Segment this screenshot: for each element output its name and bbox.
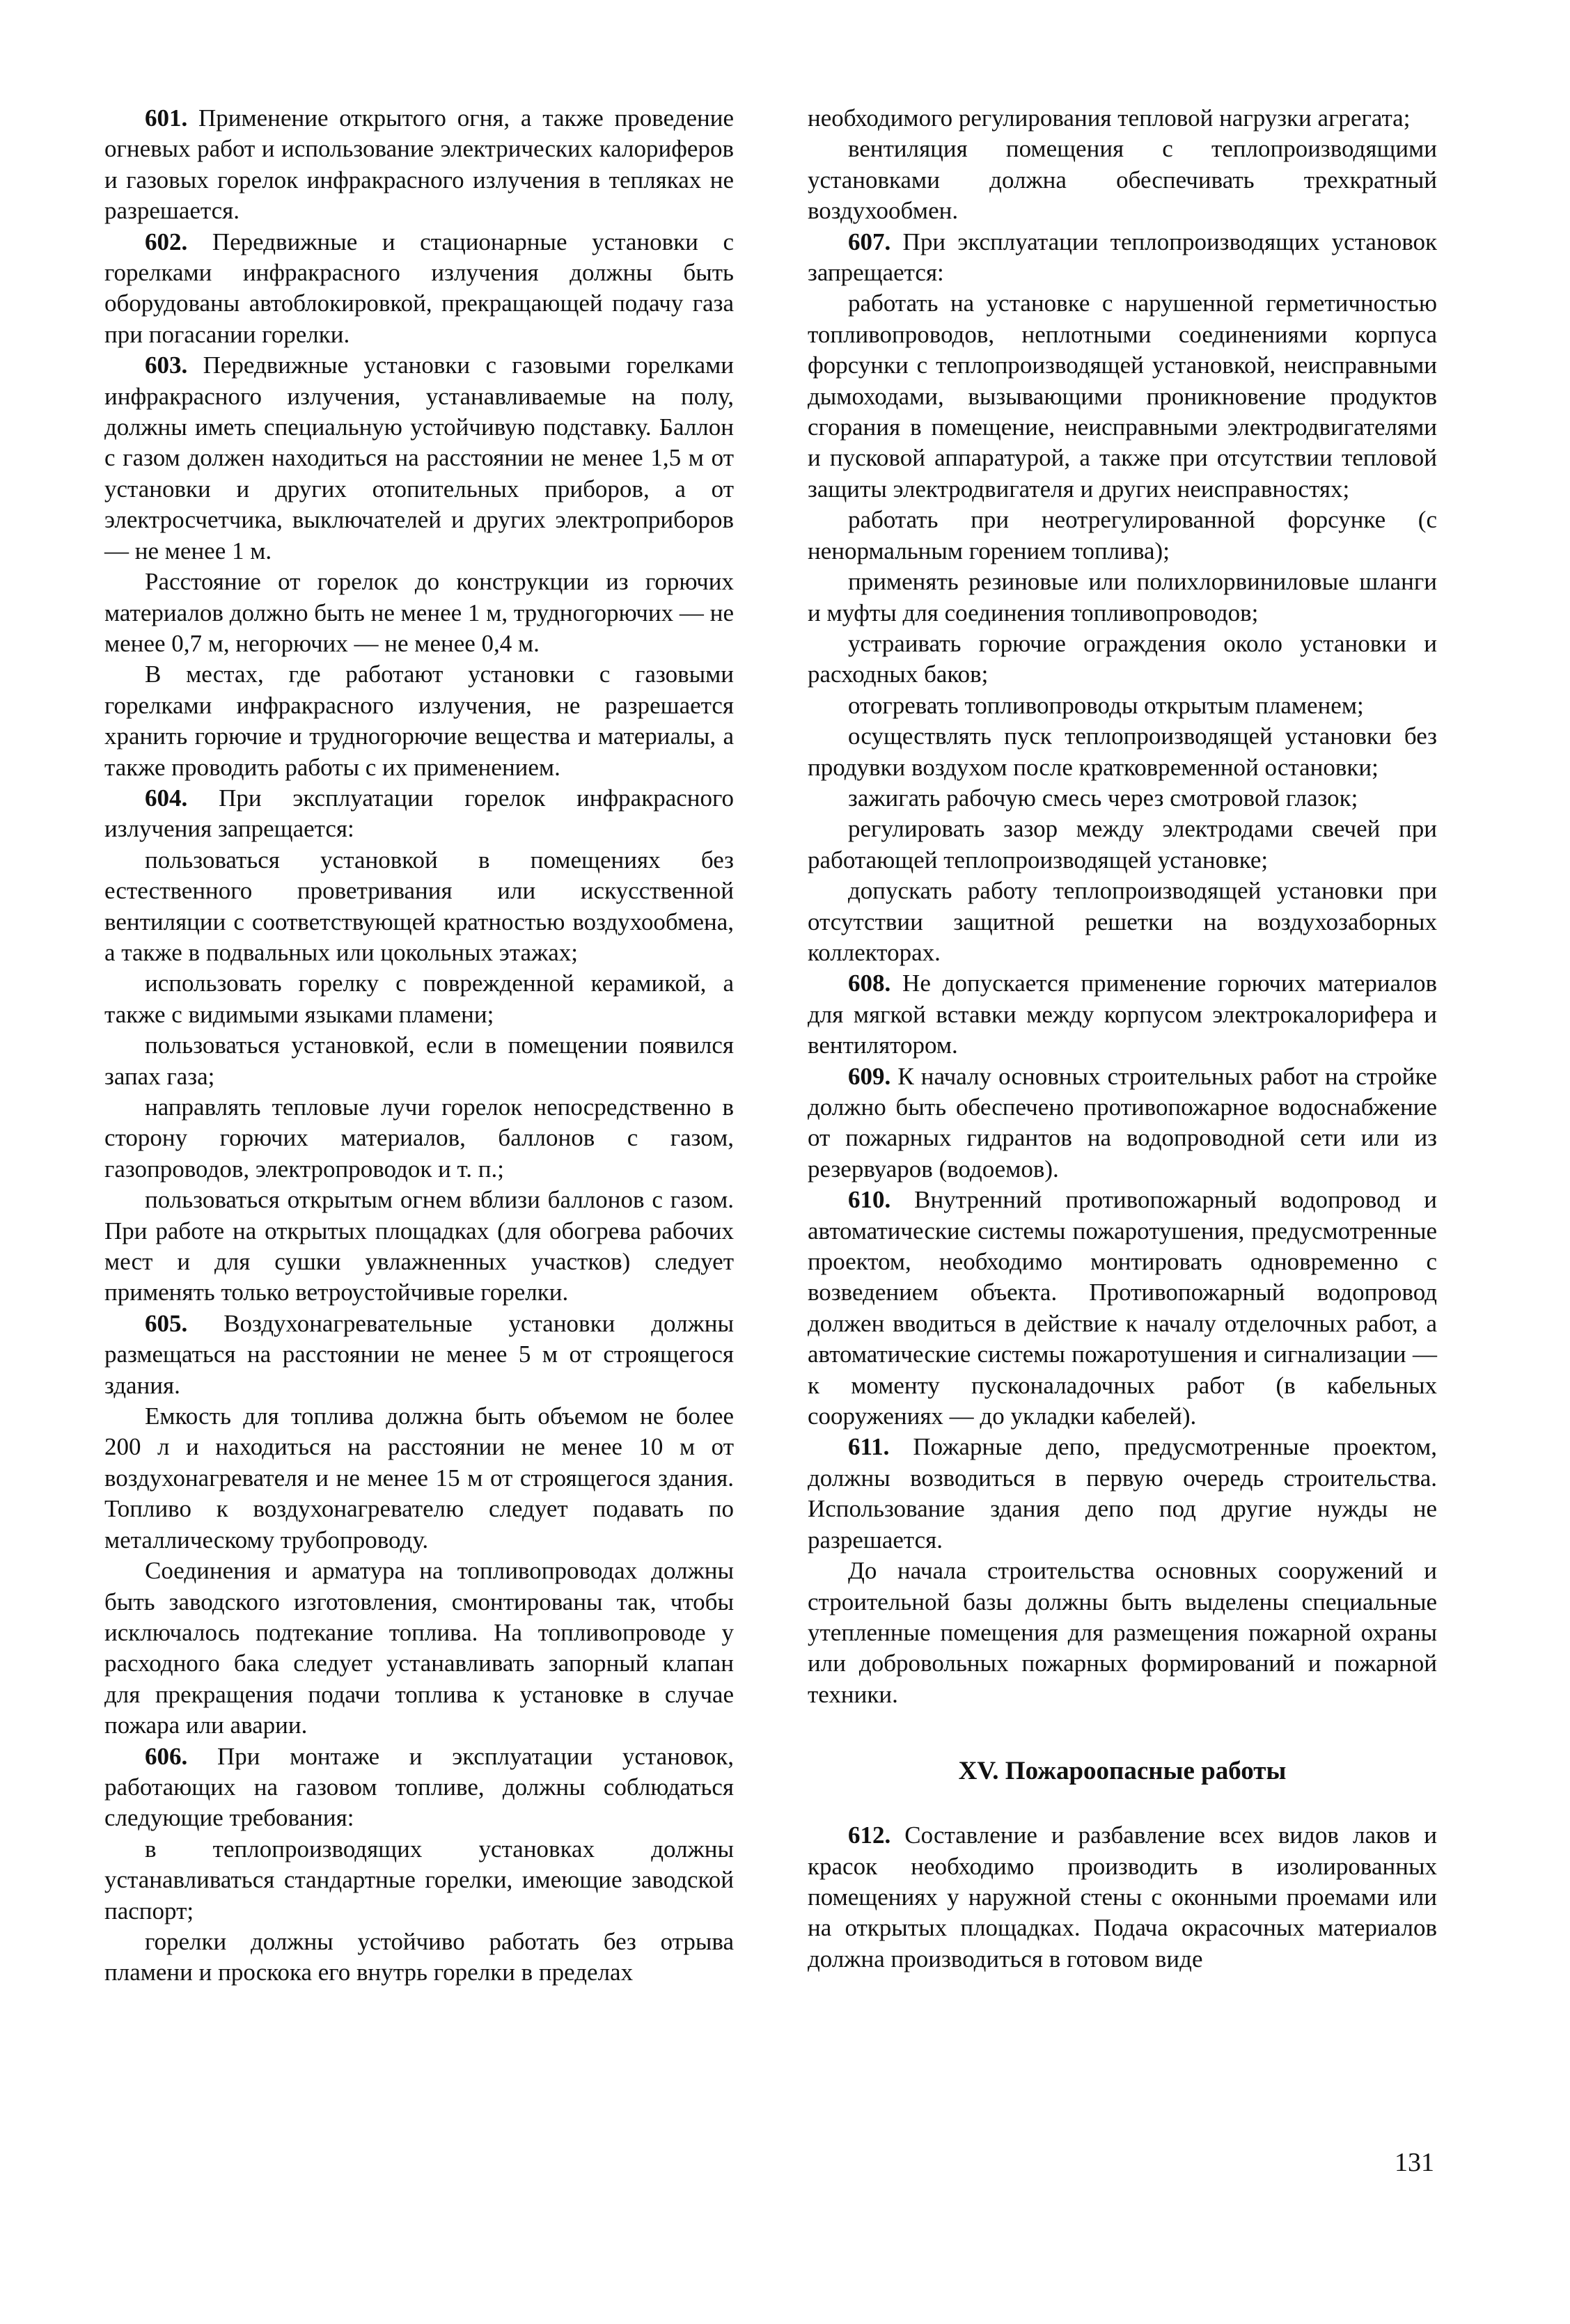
paragraph-text: При эксплуатации теплопроизводящих установок запрещается:	[808, 228, 1437, 287]
paragraph-text: направлять тепловые лучи горелок непосредственно в сторону горючих материалов, баллонов с газом, газопроводов, электропроводок и т. п.;	[104, 1093, 734, 1183]
paragraph-text: Внутренний противопожарный водопровод и автоматические системы пожаротушения, предусмотренные проектом, необходимо монтировать одновременно с возведением объекта. Противопожарный водопровод должен вводиться в действие к началу отделочных работ, а автоматические системы пожаротушения и сигнализации — к моменту пусконаладочных работ (в кабельных сооружениях — до укладки кабелей).	[808, 1186, 1437, 1430]
list-item	[104, 845, 734, 969]
paragraph-text: Передвижные установки с газовыми горелками инфракрасного излучения, устанавливаемые на полу, должны иметь специальную устойчивую подставку. Баллон с газом должен находиться на расстоянии не менее 1,5 м от установки и других отопительных приборов, а от электросчетчика, выключателей и других электроприборов — не менее 1 м.	[104, 351, 734, 564]
paragraph-text: Воздухонагревательные установки должны размещаться на расстоянии не менее 5 м от строящегося здания.	[104, 1309, 734, 1399]
paragraph-605	[104, 1309, 734, 1401]
paragraph-text: устраивать горючие ограждения около установки и расходных баков;	[808, 629, 1437, 688]
paragraph-603-distance	[104, 567, 734, 659]
paragraph-text: пользоваться установкой в помещениях без естественного проветривания или искусственной вентиляции с соответствующей кратностью воздухообмена, а также в подвальных или цокольных этажах;	[104, 846, 734, 966]
paragraph-text: Соединения и арматура на топливопроводах должны быть заводского изготовления, смонтированы так, чтобы исключалось подтекание топлива. На топливопроводе у расходного бака следует устанавливать запорный клапан для прекращения подачи топлива к установке в случае пожара или аварии.	[104, 1557, 734, 1739]
list-item	[808, 629, 1437, 690]
list-item	[104, 1030, 734, 1092]
paragraph-text: отогревать топливопроводы открытым пламенем;	[848, 691, 1364, 719]
list-item	[104, 968, 734, 1030]
clause-number: 603.	[145, 351, 188, 379]
clause-number: 609.	[848, 1062, 891, 1090]
list-item	[808, 783, 1437, 814]
paragraph-text: работать на установке с нарушенной герметичностью топливопроводов, неплотными соединениями корпуса форсунки с теплопроизводящей установкой, неисправными дымоходами, вызывающими проникновение продуктов сгорания в помещение, неисправными электродвигателями и пусковой аппаратурой, а также при отсутствии тепловой защиты электродвигателя и других неисправностях;	[808, 290, 1437, 503]
list-item	[808, 721, 1437, 783]
paragraph-text: пользоваться открытым огнем вблизи баллонов с газом. При работе на открытых площадках (для обогрева рабочих мест и для сушки увлажненных участков) следует применять только ветроустойчивые горелки.	[104, 1186, 734, 1306]
list-item	[808, 690, 1437, 721]
paragraph-text: Не допускается применение горючих материалов для мягкой вставки между корпусом электрокалорифера и вентилятором.	[808, 970, 1437, 1059]
paragraph-text: Составление и разбавление всех видов лаков и красок необходимо производить в изолированных помещениях у наружной стены с оконными проемами или на открытых площадках. Подача окрасочных материалов должна производиться в готовом виде	[808, 1821, 1437, 1973]
list-item	[104, 1185, 734, 1309]
paragraph-605-fittings	[104, 1556, 734, 1741]
list-item	[808, 876, 1437, 968]
clause-number: 602.	[145, 228, 188, 255]
section-heading: XV. Пожароопасные работы	[958, 1757, 1287, 1786]
list-item	[808, 288, 1437, 505]
paragraph-602	[104, 227, 734, 351]
paragraph-text: использовать горелку с поврежденной керамикой, а также с видимыми языками пламени;	[104, 970, 734, 1028]
paragraph-text: В местах, где работают установки с газовыми горелками инфракрасного излучения, не разрешается хранить горючие и трудногорючие вещества и материалы, а также проводить работы с их применением.	[104, 661, 734, 781]
paragraph-612	[808, 1820, 1437, 1975]
paragraph-text: горелки должны устойчиво работать без отрыва пламени и проскока его внутрь горелки в пределах	[104, 1927, 734, 1986]
list-item	[104, 1834, 734, 1927]
right-column	[808, 103, 1437, 1975]
paragraph-603-storage	[104, 659, 734, 783]
paragraph-text: зажигать рабочую смесь через смотровой глазок;	[848, 784, 1358, 812]
paragraph-601	[104, 103, 734, 227]
paragraph-605-tank	[104, 1401, 734, 1556]
paragraph-text: осуществлять пуск теплопроизводящей установки без продувки воздухом после кратковременной остановки;	[808, 722, 1437, 781]
paragraph-text: применять резиновые или полихлорвиниловые шланги и муфты для соединения топливопроводов;	[808, 568, 1437, 626]
paragraph-text: К началу основных строительных работ на стройке должно быть обеспечено противопожарное водоснабжение от пожарных гидрантов на водопроводной сети или из резервуаров (водоемов).	[808, 1062, 1437, 1183]
list-item	[808, 505, 1437, 567]
clause-number: 601.	[145, 104, 188, 132]
list-item	[808, 134, 1437, 226]
clause-number: 604.	[145, 784, 188, 812]
paragraph-text: Передвижные и стационарные установки с горелками инфракрасного излучения должны быть оборудованы автоблокировкой, прекращающей подачу газа при погасании горелки.	[104, 228, 734, 348]
clause-number: 605.	[145, 1309, 188, 1337]
clause-number: 611.	[848, 1433, 890, 1461]
paragraph-text: вентиляция помещения с теплопроизводящими установками должна обеспечивать трехкратный воздухообмен.	[808, 135, 1437, 225]
clause-number: 608.	[848, 970, 891, 997]
paragraph-611-premises	[808, 1556, 1437, 1710]
clause-number: 607.	[848, 228, 891, 255]
list-item	[808, 567, 1437, 629]
paragraph-text: пользоваться установкой, если в помещении появился запах газа;	[104, 1031, 734, 1090]
paragraph-text: При монтаже и эксплуатации установок, работающих на газовом топливе, должны соблюдаться следующие требования:	[104, 1742, 734, 1832]
paragraph-text: Применение открытого огня, а также проведение огневых работ и использование электрических калориферов и газовых горелок инфракрасного излучения в тепляках не разрешается.	[104, 104, 734, 225]
list-item	[104, 1092, 734, 1185]
paragraph-608	[808, 968, 1437, 1061]
paragraph-text: в теплопроизводящих установках должны устанавливаться стандартные горелки, имеющие заводской паспорт;	[104, 1835, 734, 1924]
clause-number: 612.	[848, 1821, 891, 1849]
paragraph-610	[808, 1185, 1437, 1432]
paragraph-text: При эксплуатации горелок инфракрасного излучения запрещается:	[104, 784, 734, 843]
paragraph-text: Расстояние от горелок до конструкции из горючих материалов должно быть не менее 1 м, трудногорючих — не менее 0,7 м, негорючих — не менее 0,4 м.	[104, 568, 734, 657]
list-item-continuation	[808, 103, 1437, 134]
paragraph-607	[808, 227, 1437, 289]
list-item	[104, 1927, 734, 1989]
left-column	[104, 103, 734, 1989]
paragraph-text: необходимого регулирования тепловой нагрузки агрегата;	[808, 104, 1411, 132]
paragraph-611	[808, 1432, 1437, 1556]
paragraph-text: Емкость для топлива должна быть объемом не более 200 л и находиться на расстоянии не менее 10 м от воздухонагревателя и не менее 15 м от строящегося здания. Топливо к воздухонагревателю следует подавать по металлическому трубопроводу.	[104, 1402, 734, 1554]
paragraph-text: допускать работу теплопроизводящей установки при отсутствии защитной решетки на воздухозаборных коллекторах.	[808, 877, 1437, 966]
clause-number: 610.	[848, 1186, 891, 1214]
paragraph-604	[104, 783, 734, 845]
paragraph-609	[808, 1061, 1437, 1185]
paragraph-606	[104, 1741, 734, 1834]
paragraph-text: До начала строительства основных сооружений и строительной базы должны быть выделены специальные утепленные помещения для размещения пожарной охраны или добровольных пожарных формирований и пожарной техники.	[808, 1557, 1437, 1708]
paragraph-603	[104, 350, 734, 567]
paragraph-text: работать при неотрегулированной форсунке (с ненормальным горением топлива);	[808, 506, 1437, 564]
page-number: 131	[1395, 2148, 1434, 2177]
list-item	[808, 814, 1437, 876]
paragraph-text: Пожарные депо, предусмотренные проектом, должны возводиться в первую очередь строительства. Использование здания депо под другие нужды не разрешается.	[808, 1433, 1437, 1554]
clause-number: 606.	[145, 1742, 188, 1770]
paragraph-text: регулировать зазор между электродами свечей при работающей теплопроизводящей установке;	[808, 815, 1437, 874]
